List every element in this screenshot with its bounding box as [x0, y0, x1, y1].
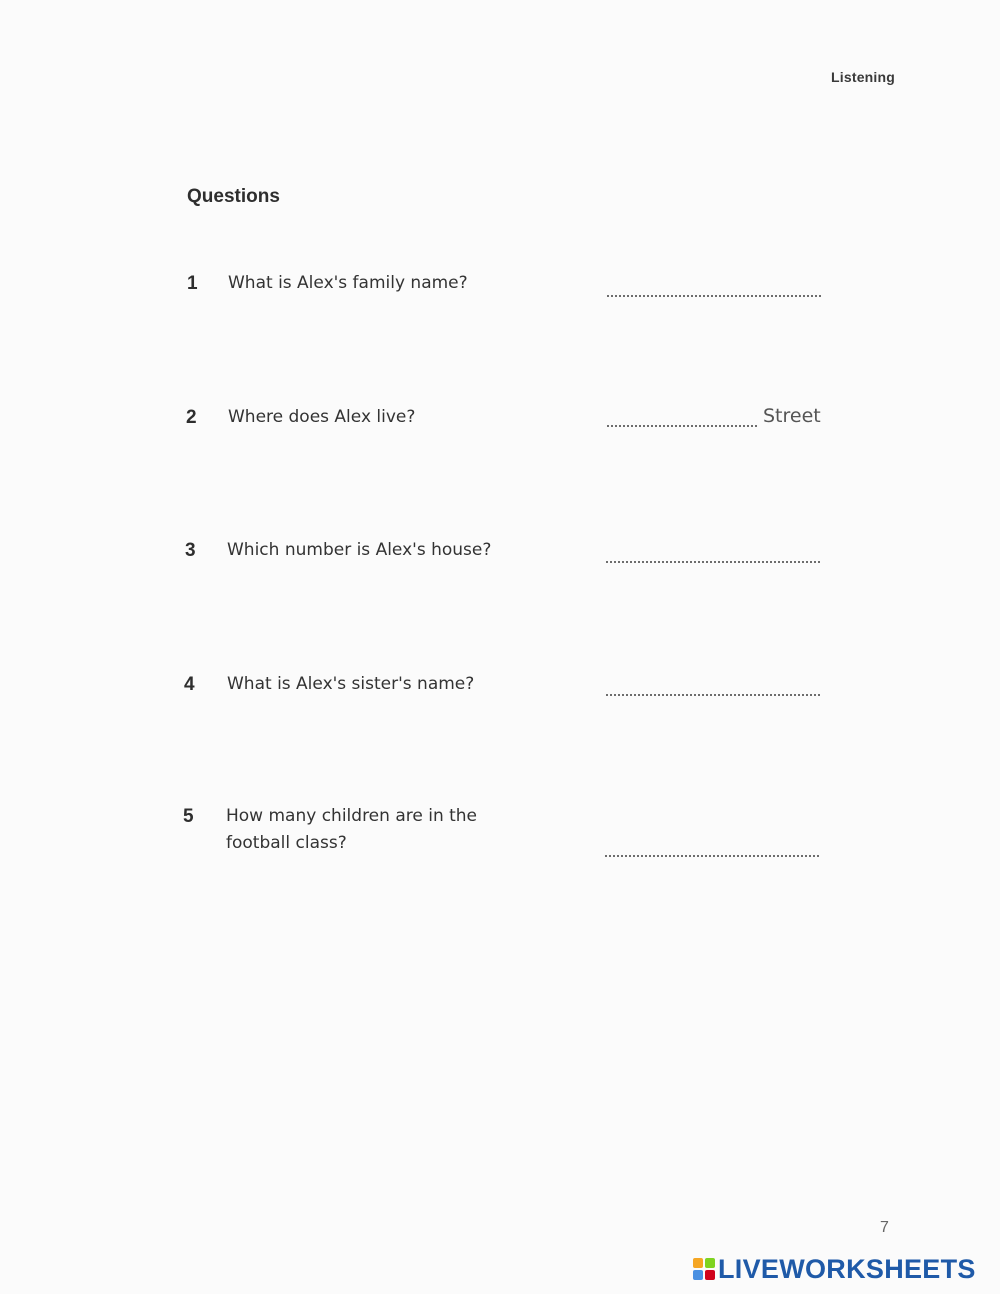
question-1-answer[interactable]	[607, 275, 821, 297]
answer-blank-5[interactable]	[605, 837, 819, 857]
answer-blank-4[interactable]	[606, 676, 820, 696]
questions-heading: Questions	[187, 186, 280, 207]
answer-blank-2[interactable]	[607, 407, 757, 427]
logo-square	[693, 1270, 703, 1280]
answer-suffix-street: Street	[763, 405, 821, 427]
section-label: Listening	[831, 69, 896, 85]
question-3-number: 3	[185, 540, 196, 561]
question-1-text: What is Alex's family name?	[228, 273, 468, 293]
brand-text: LIVEWORKSHEETS	[718, 1253, 976, 1284]
page-number: 7	[880, 1219, 889, 1236]
question-3-text: Which number is Alex's house?	[227, 540, 492, 560]
question-2-answer[interactable]	[607, 405, 821, 427]
answer-blank-1[interactable]	[607, 277, 821, 297]
question-2-number: 2	[186, 407, 197, 428]
logo-square	[705, 1270, 715, 1280]
question-3-answer[interactable]	[606, 541, 820, 563]
question-5-text: How many children are in the football class?	[226, 806, 478, 853]
question-2-text: Where does Alex live?	[228, 407, 416, 427]
logo-square	[705, 1258, 715, 1268]
question-1-number: 1	[187, 273, 198, 294]
liveworksheets-logo-icon	[693, 1258, 715, 1280]
question-5-answer[interactable]	[605, 835, 819, 857]
question-4-answer[interactable]	[606, 674, 820, 696]
question-4-text: What is Alex's sister's name?	[227, 674, 475, 694]
question-4-number: 4	[184, 674, 195, 695]
logo-square	[693, 1258, 703, 1268]
question-5-number: 5	[183, 806, 194, 827]
liveworksheets-brand[interactable]	[693, 1253, 976, 1285]
answer-blank-3[interactable]	[606, 543, 820, 563]
